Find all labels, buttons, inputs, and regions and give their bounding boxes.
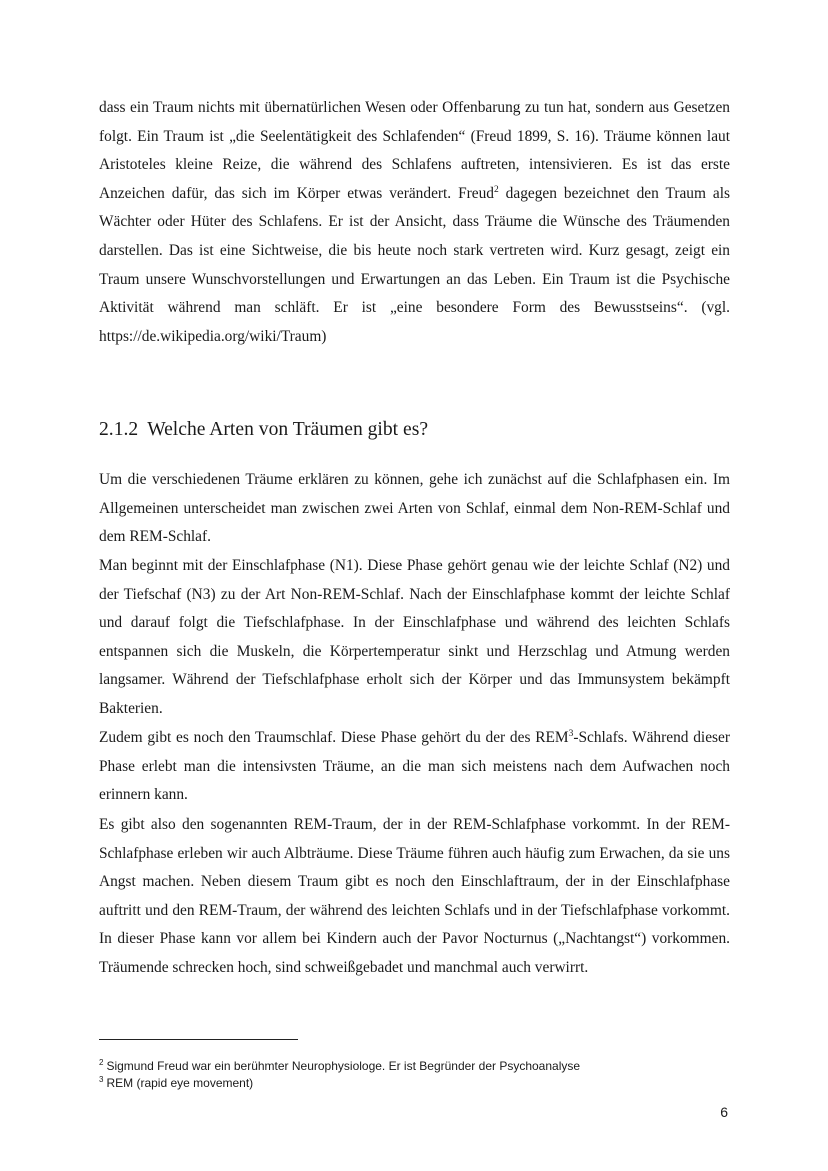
body-paragraph-4: [99, 724, 730, 810]
footnote-text: Sigmund Freud war ein berühmter Neurophysiologe. Er ist Begründer der Psychoanalyse: [106, 1059, 581, 1073]
page-number: 6: [720, 1104, 728, 1120]
section-title: Welche Arten von Träumen gibt es?: [147, 419, 429, 440]
body-paragraph-2: Um die verschiedenen Träume erklären zu können, gehe ich zunächst auf die Schlafphasen ein. Im Allgemeinen unterscheidet man zwischen zwei Arten von Schlaf, einmal dem Non-REM-Schlaf und dem REM-Schlaf.: [99, 471, 730, 546]
section-heading: [99, 417, 428, 443]
footnote-marker: 3: [99, 1075, 104, 1084]
paragraph-text: Zudem gibt es noch den Traumschlaf. Diese Phase gehört du der des REM: [99, 729, 569, 746]
footnote-2: [99, 1058, 580, 1074]
paragraph-text: dass ein Traum nichts mit übernatürlichen Wesen oder Offenbarung zu tun hat, sondern aus Gesetzen folgt. Ein Traum ist „die Seelentätigkeit des Schlafenden“ (Freud 1899, S. 16). Träume können laut Aristoteles kleine Reize, die während des Schlafens auftreten, intensivieren. Es ist das erste Anzeichen dafür, das sich im Körper etwas verändert. Freud: [99, 99, 730, 202]
footnote-reference-3: 3: [568, 728, 574, 739]
body-paragraph-3: Man beginnt mit der Einschlafphase (N1). Diese Phase gehört genau wie der leichte Schlaf (N2) und der Tiefschaf (N3) zu der Art Non-REM-Schlaf. Nach der Einschlafphase kommt der leichte Schlaf und darauf folgt die Tiefschlafphase. In der Einschlafphase und während des leichten Schlafs entspannen sich die Muskeln, die Körpertemperatur sinkt und Herzschlag und Atmung werden langsamer. Während der Tiefschlafphase erholt sich der Körper und das Immunsystem bekämpft Bakterien.: [99, 557, 730, 717]
footnote-text: REM (rapid eye movement): [106, 1076, 254, 1090]
footnote-marker: 2: [99, 1058, 104, 1067]
body-paragraph-1: [99, 94, 730, 351]
footnote-reference-2: 2: [493, 184, 499, 195]
footnote-3: [99, 1075, 253, 1091]
section-number: 2.1.2: [99, 419, 139, 440]
paragraph-text: -Schlafs. Während dieser Phase erlebt man die intensivsten Träume, an die man sich meistens nach dem Aufwachen noch erinnern kann.: [99, 729, 730, 804]
footnote-separator: [99, 1039, 298, 1040]
paragraph-text: dagegen bezeichnet den Traum als Wächter oder Hüter des Schlafens. Er ist der Ansicht, dass Träume die Wünsche des Träumenden darstellen. Das ist eine Sichtweise, die bis heute noch stark vertreten wird. Kurz gesagt, zeigt ein Traum unsere Wunschvorstellungen und Erwartungen an das Leben. Ein Traum ist die Psychische Aktivität während man schläft. Er ist „eine besondere Form des Bewusstseins“. (vgl. https://de.wikipedia.org/wiki/Traum): [99, 184, 730, 345]
body-paragraph-5: Es gibt also den sogenannten REM-Traum, der in der REM-Schlafphase vorkommt. In der REM-Schlafphase erleben wir auch Albträume. Diese Träume führen auch häufig zum Erwachen, da sie uns Angst machen. Neben diesem Traum gibt es noch den Einschlaftraum, der in der Einschlafphase auftritt und den REM-Traum, der während des leichten Schlafs und in der Tiefschlafphase vorkommt. In dieser Phase kann vor allem bei Kindern auch der Pavor Nocturnus („Nachtangst“) vorkommen. Träumende schrecken hoch, sind schweißgebadet und manchmal auch verwirrt.: [99, 816, 730, 976]
